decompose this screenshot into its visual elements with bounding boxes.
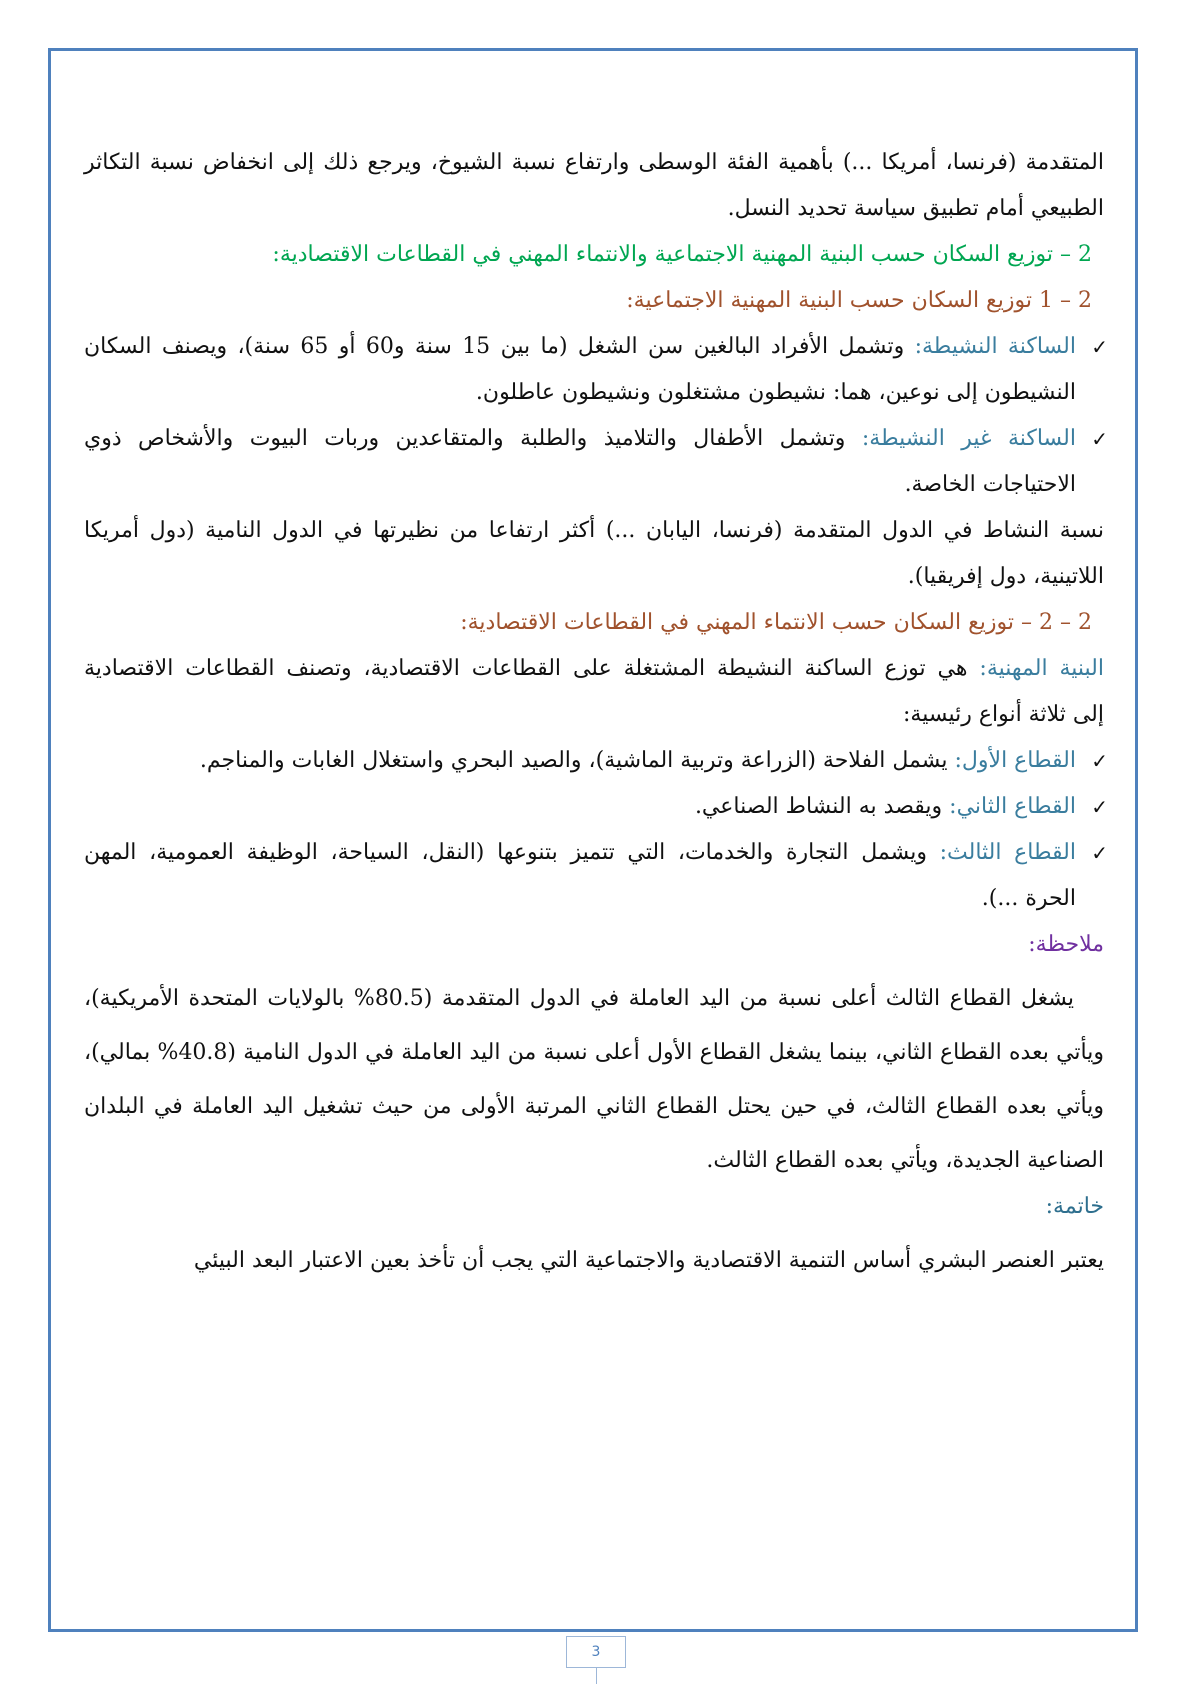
bullet-continuation: النشيطون إلى نوعين، هما: نشيطون مشتغلون ونشيطون عاطلون. [475, 380, 1076, 405]
subsection-heading-2-2: 2 – 2 – توزيع السكان حسب الانتماء المهني في القطاعات الاقتصادية: [460, 610, 1092, 635]
bullet-label: القطاع الأول: [954, 748, 1076, 773]
section-heading-2: 2 – توزيع السكان حسب البنية المهنية الاجتماعية والانتماء المهني في القطاعات الاقتصادية: [272, 242, 1092, 267]
definition-text: هي توزع الساكنة النشيطة المشتغلة على القطاعات الاقتصادية، وتصنف القطاعات الاقتصادية [84, 656, 980, 681]
bullet-item [84, 416, 1108, 462]
bullet-label: القطاع الثالث: [939, 840, 1076, 865]
bullet-item [84, 324, 1108, 370]
conclusion-line: يعتبر العنصر البشري أساس التنمية الاقتصادية والاجتماعية التي يجب أن تأخذ بعين الاعتبار البعد البيئي [193, 1248, 1104, 1273]
checkmark-icon: ✓ [1091, 335, 1108, 359]
document-body [84, 140, 1108, 1284]
note-line: ويأتي بعده القطاع الثالث، في حين يحتل القطاع الثاني المرتبة الأولى من حيث تشغيل اليد العاملة في البلدان [84, 1094, 1104, 1119]
bullet-label: القطاع الثاني: [949, 794, 1076, 819]
conclusion-heading: خاتمة: [1045, 1194, 1104, 1219]
paragraph-line: المتقدمة (فرنسا، أمريكا ...) بأهمية الفئة الوسطى وارتفاع نسبة الشيوخ، ويرجع ذلك إلى انخفاض نسبة التكاثر [84, 150, 1104, 175]
subsection-heading-2-1: 2 – 1 توزيع السكان حسب البنية المهنية الاجتماعية: [626, 288, 1092, 313]
paragraph-line: الطبيعي أمام تطبيق سياسة تحديد النسل. [727, 196, 1104, 221]
checkmark-icon: ✓ [1091, 795, 1108, 819]
checkmark-icon: ✓ [1091, 749, 1108, 773]
bullet-continuation: الحرة ...). [981, 886, 1076, 911]
note-line: الصناعية الجديدة، ويأتي بعده القطاع الثالث. [706, 1148, 1104, 1173]
note-heading: ملاحظة: [1028, 932, 1104, 957]
bullet-label: الساكنة النشيطة: [914, 334, 1076, 359]
bullet-item [84, 738, 1108, 784]
definition-label: البنية المهنية: [979, 656, 1104, 681]
bullet-item [84, 784, 1108, 830]
checkmark-icon: ✓ [1091, 841, 1108, 865]
checkmark-icon: ✓ [1091, 427, 1108, 451]
bullet-text: وتشمل الأفراد البالغين سن الشغل (ما بين 15 سنة و60 أو 65 سنة)، ويصنف السكان [84, 334, 915, 359]
definition-line [84, 646, 1104, 692]
note-line: يشغل القطاع الثالث أعلى نسبة من اليد العاملة في الدول المتقدمة (80.5% بالولايات المتحدة الأمريكية)، [84, 986, 1074, 1011]
bullet-continuation: الاحتياجات الخاصة. [904, 472, 1076, 497]
bullet-text: ويقصد به النشاط الصناعي. [694, 794, 950, 819]
page-number-connector [596, 1668, 597, 1684]
paragraph-line: اللاتينية، دول إفريقيا). [907, 564, 1104, 589]
paragraph-line: نسبة النشاط في الدول المتقدمة (فرنسا، اليابان ...) أكثر ارتفاعا من نظيرتها في الدول النامية (دول أمريكا [84, 518, 1104, 543]
bullet-text: يشمل الفلاحة (الزراعة وتربية الماشية)، والصيد البحري واستغلال الغابات والمناجم. [199, 748, 955, 773]
bullet-item [84, 830, 1108, 876]
bullet-text: وتشمل الأطفال والتلاميذ والطلبة والمتقاعدين وربات البيوت والأشخاص ذوي [84, 426, 862, 451]
page-number: 3 [566, 1636, 626, 1668]
note-line: ويأتي بعده القطاع الثاني، بينما يشغل القطاع الأول أعلى نسبة من اليد العاملة في الدول النامية (40.8% بمالي)، [84, 1040, 1105, 1065]
paragraph-line: إلى ثلاثة أنواع رئيسية: [903, 702, 1104, 727]
bullet-label: الساكنة غير النشيطة: [861, 426, 1076, 451]
bullet-text: ويشمل التجارة والخدمات، التي تتميز بتنوعها (النقل، السياحة، الوظيفة العمومية، المهن [84, 840, 940, 865]
